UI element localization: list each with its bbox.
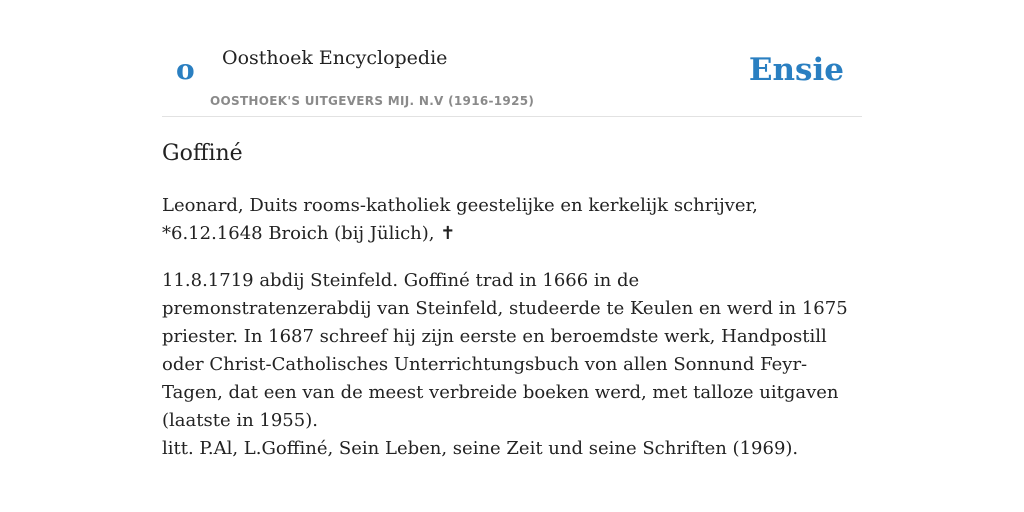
site-header bbox=[162, 0, 862, 117]
site-title[interactable]: Oosthoek Encyclopedie bbox=[222, 47, 448, 69]
article-literature: litt. P.Al, L.Goffiné, Sein Leben, seine Zeit und seine Schriften (1969). bbox=[162, 438, 799, 459]
article-title: Goffiné bbox=[162, 141, 243, 166]
article-paragraph: 11.8.1719 abdij Steinfeld. Goffiné trad in 1666 in de premonstratenzerabdij van Steinfeld, studeerde te Keulen en werd in 1675 priester. In 1687 schreef hij zijn eerste en beroemdste werk, Handpostill oder Christ-Catholisches Unterrichtungsbuch von allen Sonnund Feyr-Tagen, dat een van de meest verbreide boeken werd, met talloze uitgaven (laatste in 1955). bbox=[162, 270, 848, 431]
brand-logo[interactable]: Ensie bbox=[748, 52, 844, 88]
site-subtitle: OOSTHOEK'S UITGEVERS MIJ. N.V (1916-1925) bbox=[210, 94, 535, 108]
site-logo[interactable]: o bbox=[176, 53, 195, 86]
article-paragraph: Leonard, Duits rooms-katholiek geestelijke en kerkelijk schrijver, *6.12.1648 Broich (bij Jülich), ✝ bbox=[162, 195, 758, 244]
